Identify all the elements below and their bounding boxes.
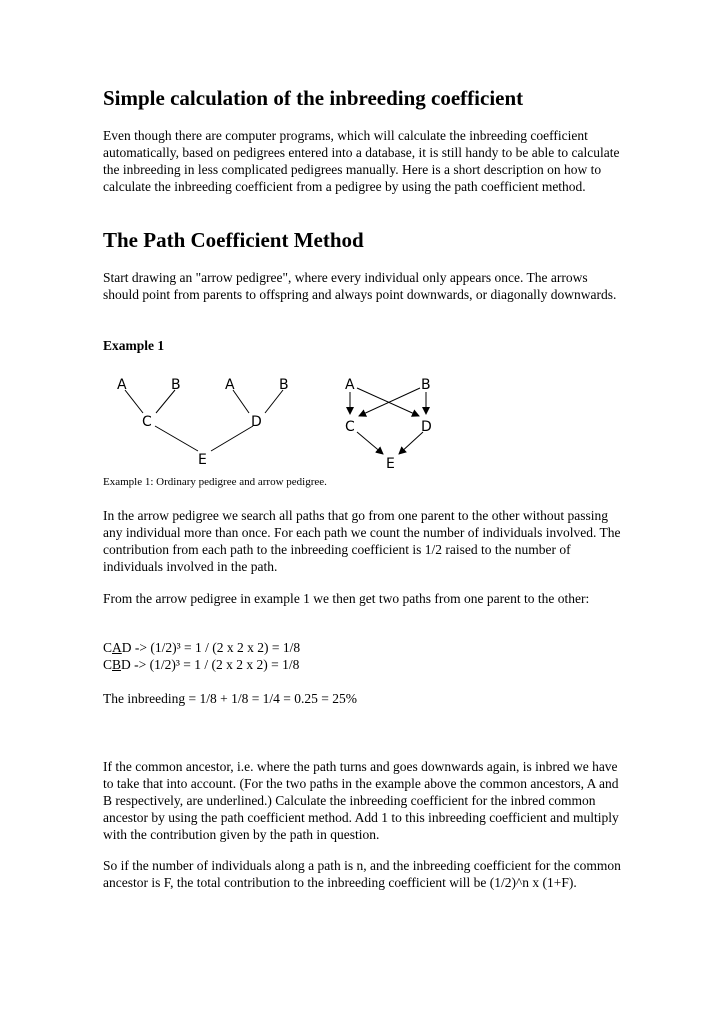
ord-node-a1: A — [117, 377, 127, 393]
arrow-node-a: A — [345, 377, 355, 393]
ord-node-a2: A — [225, 377, 235, 393]
arrow-node-c: C — [345, 419, 355, 435]
arrow-node-b: B — [421, 377, 431, 393]
path1-common-ancestor: A — [112, 640, 122, 655]
arrow-node-d: D — [421, 419, 432, 435]
path1-pre: C — [103, 640, 113, 655]
intro-paragraph: Even though there are computer programs, which will calculate the inbreeding coefficient automatically, based on pedigrees entered into a database, it is still handy to be able to calculate the inbreeding in less complicated pedigrees manually. Here is a short description on how to calculate the inbreeding coefficient from a pedigree by using the path coefficient method. — [103, 128, 620, 194]
path2-pre: C — [103, 657, 113, 672]
path1-post: D — [121, 640, 132, 655]
from-paragraph: From the arrow pedigree in example 1 we then get two paths from one parent to the other: — [103, 591, 590, 606]
ord-node-b2: B — [279, 377, 289, 393]
ord-node-c: C — [142, 414, 152, 430]
figure-caption: Example 1: Ordinary pedigree and arrow pedigree. — [103, 476, 327, 488]
final-paragraph: So if the number of individuals along a path is n, and the inbreeding coefficient for the common ancestor is F, the total contribution to the inbreeding coefficient will be (1/2)^n x (1+F). — [103, 858, 621, 890]
path1-formula: -> (1/2)³ = 1 / (2 x 2 x 2) = 1/8 — [131, 640, 301, 655]
arrow-pedigree — [345, 377, 432, 472]
ord-node-d: D — [251, 414, 262, 430]
ordinary-pedigree — [117, 377, 289, 468]
path2-formula: -> (1/2)³ = 1 / (2 x 2 x 2) = 1/8 — [130, 657, 300, 672]
page-title: Simple calculation of the inbreeding coefficient — [103, 86, 524, 110]
path2-common-ancestor: B — [112, 657, 122, 672]
paths-paragraph: In the arrow pedigree we search all paths that go from one parent to the other without passing any individual more than once. For each path we count the number of individuals involved. The contribution from each path to the inbreeding coefficient is 1/2 raised to the number of individuals involved in the path. — [103, 508, 621, 574]
ancestor-paragraph: If the common ancestor, i.e. where the path turns and goes downwards again, is inbred we have to take that into account. (For the two paths in the example above the common ancestors, A and B respectively, are underlined.) Calculate the inbreeding coefficient for the inbred common ancestor by using the path coefficient method. Add 1 to this inbreeding coefficient and multiply with the contribution given by the path in question. — [103, 759, 619, 842]
path-formula-cad — [103, 640, 300, 656]
ord-node-b1: B — [171, 377, 181, 393]
pedigree-diagrams — [103, 370, 443, 474]
section-intro-paragraph: Start drawing an "arrow pedigree", where every individual only appears once. The arrows should point from parents to offspring and always point downwards, or diagonally downwards. — [103, 270, 617, 302]
ord-node-e: E — [198, 452, 207, 468]
arrow-node-e: E — [386, 456, 395, 472]
path2-post: D — [121, 657, 131, 672]
inbreeding-result: The inbreeding = 1/8 + 1/8 = 1/4 = 0.25 = 25% — [103, 691, 358, 706]
path-formula-cbd — [103, 657, 299, 673]
section-title: The Path Coefficient Method — [103, 228, 364, 252]
example-label: Example 1 — [103, 338, 165, 353]
